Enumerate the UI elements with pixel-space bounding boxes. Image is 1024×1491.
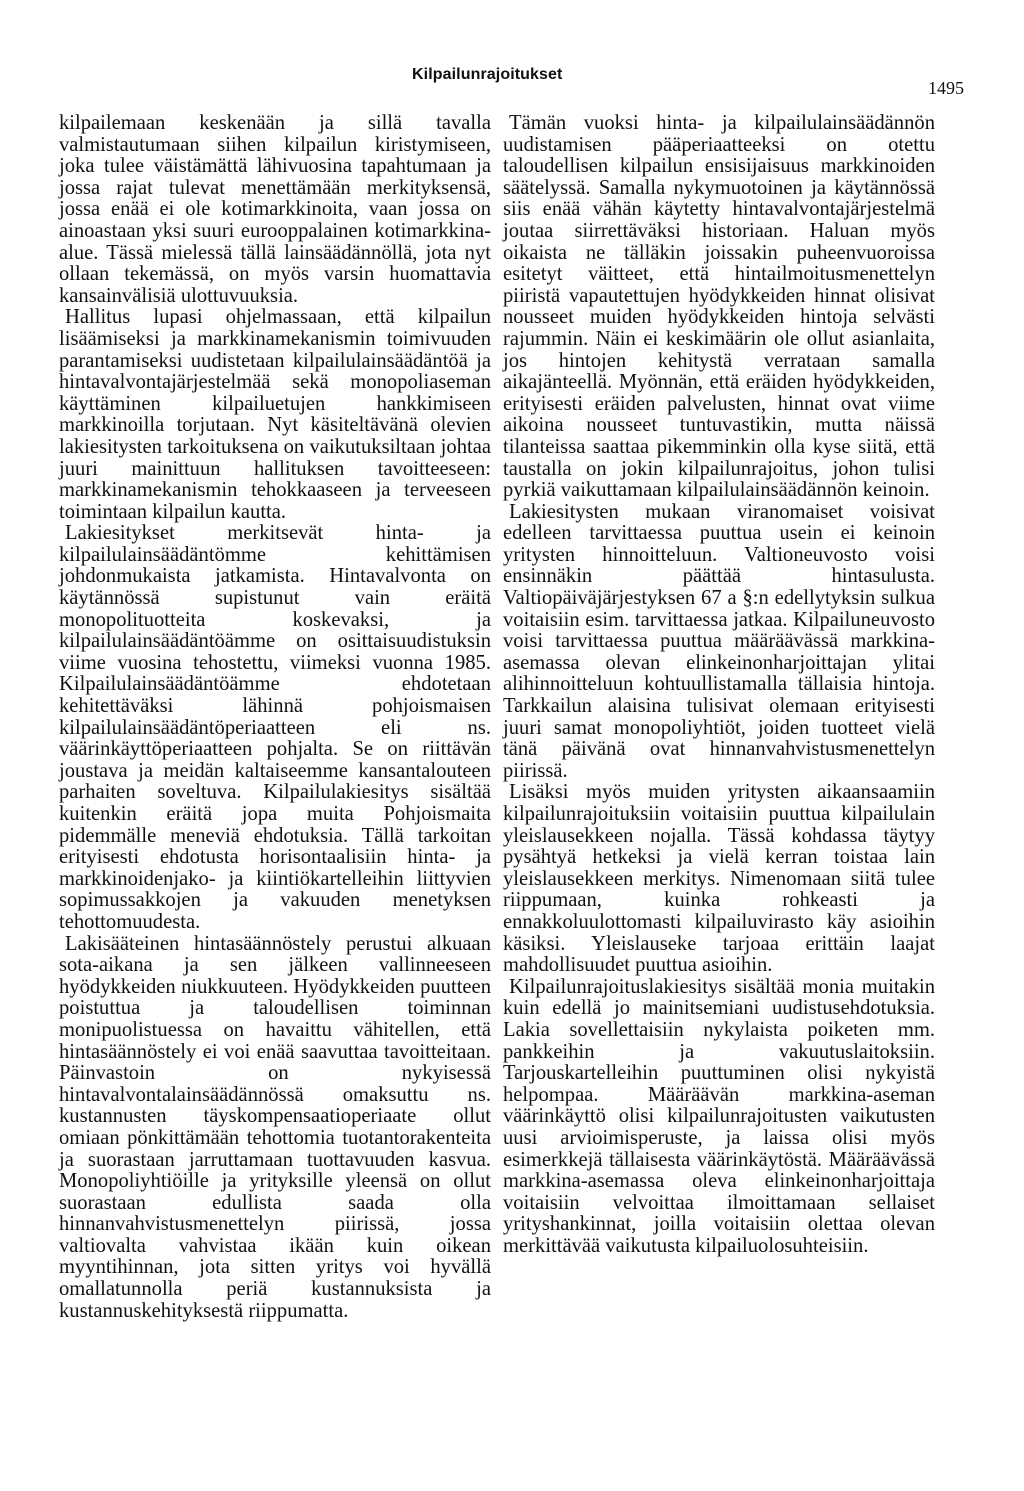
paragraph: kilpailemaan keskenään ja sillä tavalla valmistautumaan siihen kilpailun kiristymiseen, joka tulee väistämättä lähivuosina tapahtumaan ja jossa rajat tulevat menettämään merkityksensä, jossa enää ei ole kotimarkkinoita, vaan jossa on ainoastaan yksi suuri eurooppalainen kotimarkkina-alue. Tässä mielessä tällä lainsäädännöllä, jota nyt ollaan tekemässä, on myös varsin huomattavia kansainvälisiä ulottuvuuksia.	[59, 112, 491, 307]
paragraph: Lakisääteinen hintasäännöstely perustui alkuaan sota-aikana ja sen jälkeen vallinneeseen hyödykkeiden niukkuuteen. Hyödykkeiden puutteen poistuttua ja taloudellisen toiminnan monipuolistuessa on havaittu vähitellen, että hintasäännöstely ei voi enää saavuttaa tavoitteitaan. Päinvastoin on nykyisessä hintavalvontalainsäädännössä omaksuttu ns. kustannusten täyskompensaatioperiaate ollut omiaan pönkittämään tehottomia tuotantorakenteita ja suorastaan jarruttamaan tuottavuuden kasvua. Monopoliyhtiöille ja yrityksille yleensä on ollut suorastaan edullista saada olla hinnanvahvistusmenettelyn piirissä, jossa valtiovalta vahvistaa ikään kuin oikean myyntihinnan, jota sitten yritys voi hyvällä omallatunnolla periä kustannuksista ja kustannuskehityksestä riippumatta.	[59, 932, 491, 1322]
paragraph: Tämän vuoksi hinta- ja kilpailulainsäädännön uudistamisen pääperiaatteeksi on otettu taloudellisen kilpailun ensisijaisuus markkinoiden säätelyssä. Samalla nykymuotoinen ja käytännössä siis enää vähän käytetty hintavalvontajärjestelmä joutaa siirrettäväksi historiaan. Haluan myös oikaista ne tälläkin joissakin puheenvuoroissa esitetyt väitteet, että hintailmoitusmenettelyn piiristä vapautettujen hyödykkeiden hinnat olisivat nousseet muiden hyödykkeiden hintoja selvästi rajummin. Näin ei keskimäärin ole ollut asianlaita, jos hintojen kehitystä verrataan samalla aikajänteellä. Myönnän, että eräiden hyödykkeiden, erityisesti eräiden palvelusten, hinnat ovat viime aikoina nousseet tuntuvastikin, mutta näissä tilanteissa saattaa pikemminkin olla kyse siitä, että taustalla on jokin kilpailunrajoitus, johon tulisi pyrkiä vaikuttamaan kilpailulainsäädännön keinoin.	[503, 112, 935, 502]
running-header	[0, 64, 1024, 98]
page-number: 1495	[928, 78, 964, 98]
paragraph: Lakiesitykset merkitsevät hinta- ja kilpailulainsäädäntömme kehittämisen johdonmukaista jatkamista. Hintavalvonta on käytännössä supistunut vain eräitä monopolituotteita koskevaksi, ja kilpailulainsäädäntöämme on osittaisuudistuksin viime vuosina tehostettu, viimeksi vuonna 1985. Kilpailulainsäädäntöämme ehdotetaan kehitettäväksi lähinnä pohjoismaisen kilpailulainsäädäntöperiaatteen eli ns. väärinkäyttöperiaatteen pohjalta. Se on riittävän joustava ja meidän kaltaiseemme kansantalouteen parhaiten soveltuva. Kilpailulakiesitys sisältää kuitenkin eräitä jopa muita Pohjoismaita pidemmälle meneviä ehdotuksia. Tällä tarkoitan erityisesti ehdotusta horisontaalisiin hinta- ja markkinoidenjako- ja kiintiökartelleihin liittyvien sopimussakkojen ja vakuuden menetyksen tehottomuudesta.	[59, 522, 491, 933]
running-title: Kilpailunrajoitukset	[412, 66, 563, 83]
paragraph: Kilpailunrajoituslakiesitys sisältää monia muitakin kuin edellä jo mainitsemiani uudistusehdotuksia. Lakia sovellettaisiin nykylaista poiketen mm. pankkeihin ja vakuutuslaitoksiin. Tarjouskartelleihin puuttuminen olisi nykyistä helpompaa. Määräävän markkina-aseman väärinkäyttö olisi kilpailunrajoitusten vaikutusten uusi arvioimisperuste, ja laissa olisi myös esimerkkejä tällaisesta väärinkäytöstä. Määräävässä markkina-asemassa oleva elinkeinonharjoittaja voitaisiin velvoittaa ilmoittamaan sellaiset yrityshankinnat, joilla voitaisiin olettaa olevan merkittävää vaikutusta kilpailuolosuhteisiin.	[503, 975, 935, 1257]
right-column	[503, 113, 935, 1257]
paragraph: Hallitus lupasi ohjelmassaan, että kilpailun lisäämiseksi ja markkinamekanismin toimivuuden parantamiseksi uudistetaan kilpailulainsäädäntöä ja hintavalvontajärjestelmää sekä monopoliaseman käyttäminen kilpailuetujen hankkimiseen markkinoilla torjutaan. Nyt käsiteltävänä olevien lakiesitysten tarkoituksena on vaikutuksiltaan johtaa juuri mainittuun hallituksen tavoitteeseen: markkinamekanismin tehokkaaseen ja terveeseen toimintaan kilpailun kautta.	[59, 306, 491, 523]
left-column	[59, 113, 491, 1322]
paragraph: Lisäksi myös muiden yritysten aikaansaamiin kilpailunrajoituksiin voitaisiin puuttua kilpailulain yleislausekkeen nojalla. Tässä kohdassa täytyy pysähtyä hetkeksi ja vielä kerran toistaa lain yleislausekkeen merkitys. Nimenomaan siitä tulee riippumaan, kuinka rohkeasti ja ennakkoluulottomasti kilpailuvirasto käy asioihin käsiksi. Yleislauseke tarjoaa erittäin laajat mahdollisuudet puuttua asioihin.	[503, 781, 935, 977]
paragraph: Lakiesitysten mukaan viranomaiset voisivat edelleen tarvittaessa puuttua usein ei keinoin yritysten hinnoitteluun. Valtioneuvosto voisi ensinnäkin päättää hintasulusta. Valtiopäiväjärjestyksen 67 a §:n edellytyksin sulkua voitaisiin esim. tarvittaessa jatkaa. Kilpailuneuvosto voisi tarvittaessa puuttua määräävässä markkina-asemassa olevan elinkeinonharjoittajan ylitai alihinnoitteluun kohtuullistamalla tällaisia hintoja. Tarkkailun alaisina tulisivat olemaan erityisesti juuri samat monopoliyhtiöt, joiden tuotteet vielä tänä päivänä ovat hinnanvahvistusmenettelyn piirissä.	[503, 500, 935, 782]
